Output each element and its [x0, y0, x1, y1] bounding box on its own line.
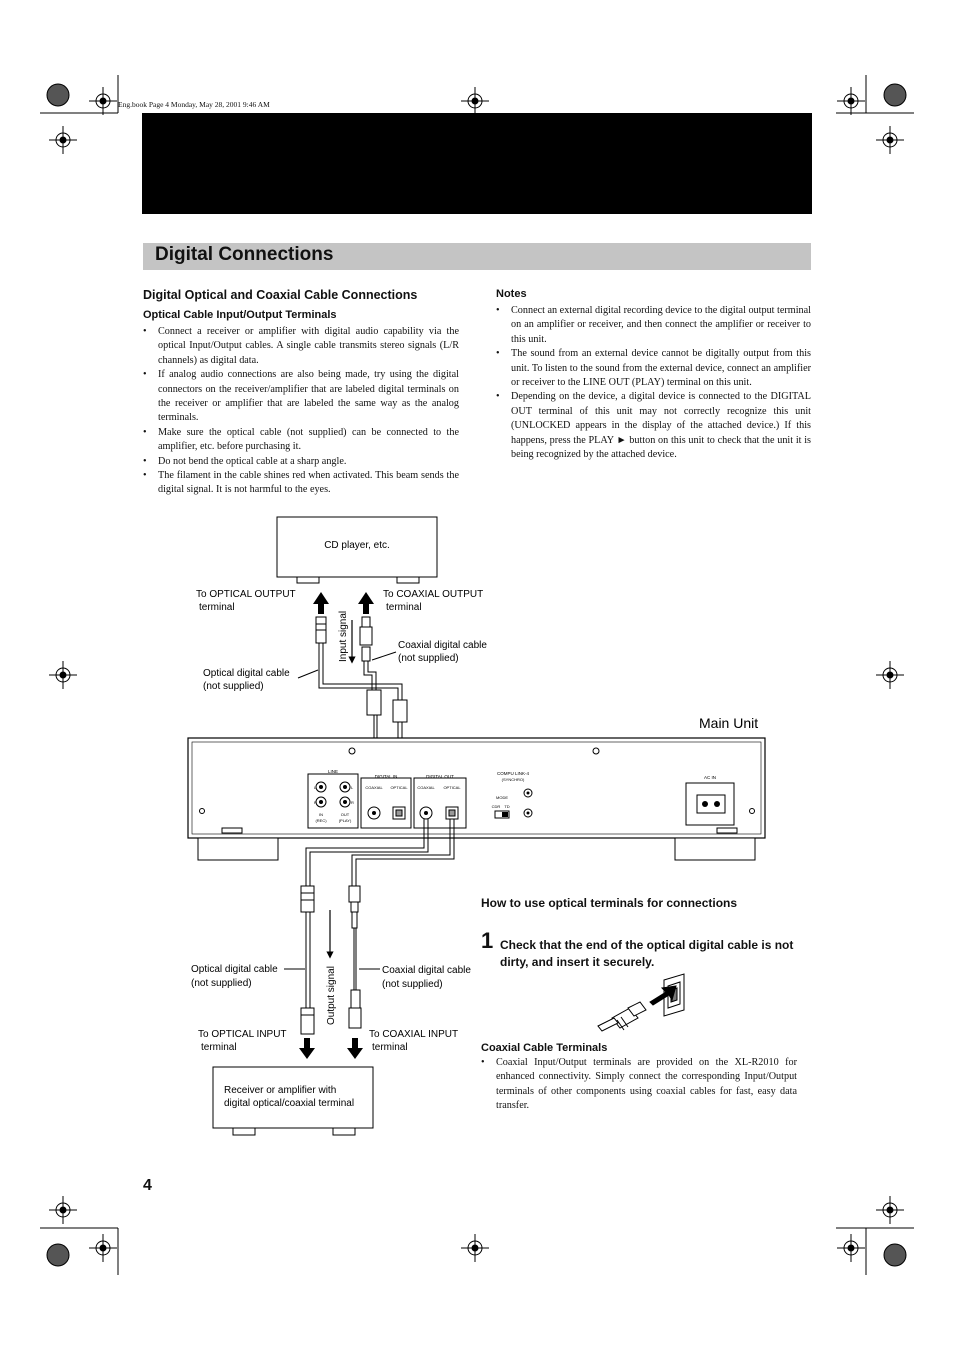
arrow-down-icon	[299, 1038, 315, 1059]
coaxial-plug-icon	[362, 617, 370, 627]
to-coaxial-input-label: To COAXIAL INPUT	[369, 1029, 459, 1040]
to-optical-input-label: To OPTICAL INPUT	[198, 1029, 287, 1040]
cd-player-label: CD player, etc.	[324, 540, 390, 551]
svg-text:MODE: MODE	[496, 795, 508, 800]
list-item: • Connect a receiver or amplifier with digital audio capability via the optical Input/Output cables. A single cable transmits stereo signals (L/R channels) as digital data.	[143, 325, 459, 368]
page-number: 4	[143, 1177, 152, 1194]
svg-text:(SYNCHRO): (SYNCHRO)	[501, 777, 525, 782]
list-item: • Do not bend the optical cable at a sharp angle.	[143, 455, 459, 469]
svg-text:(not supplied): (not supplied)	[398, 653, 459, 664]
coaxial-cable-label: Coaxial digital cable	[382, 965, 471, 976]
svg-text:(REC): (REC)	[315, 818, 327, 823]
svg-text:L: L	[314, 785, 317, 790]
cd-player-box	[277, 517, 437, 583]
svg-text:OPTICAL: OPTICAL	[390, 785, 408, 790]
notes-heading: Notes	[496, 288, 527, 300]
svg-text:(not supplied): (not supplied)	[203, 681, 264, 692]
svg-text:terminal: terminal	[372, 1042, 408, 1053]
svg-text:(PLAY): (PLAY)	[338, 818, 352, 823]
svg-text:terminal: terminal	[199, 602, 235, 613]
optical-plug-insertion-icon	[598, 974, 684, 1031]
coaxial-plug-icon	[367, 690, 381, 715]
left-heading: Digital Optical and Coaxial Cable Connections	[143, 288, 418, 302]
svg-text:R: R	[351, 800, 354, 805]
step-number: 1	[481, 928, 494, 953]
svg-text:terminal: terminal	[386, 602, 422, 613]
arrow-up-icon	[358, 592, 374, 614]
how-to-heading: How to use optical terminals for connections	[481, 896, 738, 910]
svg-text:Receiver or amplifier with: Receiver or amplifier with	[224, 1085, 337, 1096]
list-item: • The sound from an external device cannot be digitally output from this unit. To listen to the sound from the external device, connect an amplifier or receiver to the LINE OUT (PLAY) terminal on this unit.	[496, 347, 811, 390]
arrow-down-icon	[347, 1038, 363, 1059]
to-optical-output-label: To OPTICAL OUTPUT	[196, 589, 296, 600]
list-item: • Coaxial Input/Output terminals are provided on the XL-R2010 for enhanced connectivity. Simply connect the corresponding Input/Output terminals of other components using coaxial cables for fast, easy data transfer.	[481, 1056, 797, 1114]
coaxial-plug-icon	[349, 886, 360, 902]
svg-text:digital optical/coaxial termin: digital optical/coaxial terminal	[224, 1098, 355, 1109]
coaxial-heading: Coaxial Cable Terminals	[481, 1042, 608, 1054]
svg-text:R: R	[314, 800, 317, 805]
input-signal-label: Input signal	[338, 610, 349, 662]
svg-text:(not supplied): (not supplied)	[191, 978, 252, 989]
list-item: • Make sure the optical cable (not supplied) can be connected to the amplifier, etc. before purchasing it.	[143, 426, 459, 455]
svg-text:DIGITAL OUT: DIGITAL OUT	[426, 774, 454, 779]
svg-text:TD: TD	[504, 804, 510, 809]
optical-cable-label: Optical digital cable	[191, 964, 278, 975]
svg-text:CDR: CDR	[491, 804, 501, 809]
svg-text:DIGITAL IN: DIGITAL IN	[374, 774, 398, 779]
svg-text:terminal: terminal	[201, 1042, 237, 1053]
list-item: • If analog audio connections are also being made, try using the digital connectors on the receiver/amplifier that are labeled digital terminals on the receiver or amplifier that are labeled the same way as the analog terminals.	[143, 368, 459, 426]
step-text: Check that the end of the optical digital cable is not dirty, and insert it securely.	[500, 938, 794, 969]
svg-text:(not supplied): (not supplied)	[382, 979, 443, 990]
optical-cable-label: Optical digital cable	[203, 668, 290, 679]
svg-text:COMPU LINK-4: COMPU LINK-4	[496, 771, 530, 776]
svg-text:AC IN: AC IN	[703, 775, 717, 780]
main-unit-rear-panel	[188, 738, 765, 860]
list-item: • Connect an external digital recording device to the digital output terminal on an amplifier or receiver, and then connect the amplifier or receiver to this unit.	[496, 304, 811, 347]
section-title: Digital Connections	[155, 244, 334, 265]
svg-text:L: L	[351, 785, 354, 790]
coaxial-cable-label: Coaxial digital cable	[398, 640, 487, 651]
svg-text:COAXIAL: COAXIAL	[417, 785, 435, 790]
optical-plug-icon	[301, 1008, 314, 1034]
list-item: • Depending on the device, a digital device is connected to the DIGITAL OUT terminal of this unit may not correctly recognize this unit (UNLOCKED appears in the display of the attached device.) If this happens, press the PLAY ► button on this unit to check that the unit it is being recognized by the attached device.	[496, 390, 811, 462]
svg-text:COAXIAL: COAXIAL	[365, 785, 383, 790]
arrow-up-icon	[313, 592, 329, 614]
list-item: • The filament in the cable shines red when activated. This beam sends the digital signal. It is not harmful to the eyes.	[143, 469, 459, 498]
optical-plug-icon	[301, 886, 314, 912]
coaxial-plug-icon	[351, 990, 360, 1008]
printer-slug: Eng.book Page 4 Monday, May 28, 2001 9:46 AM	[118, 100, 270, 109]
optical-plug-icon	[393, 700, 407, 722]
output-signal-label: Output signal	[326, 966, 337, 1025]
svg-text:OPTICAL: OPTICAL	[443, 785, 461, 790]
to-coaxial-output-label: To COAXIAL OUTPUT	[383, 589, 484, 600]
coaxial-bullet-list	[481, 1056, 797, 1114]
svg-text:OUT: OUT	[340, 812, 350, 817]
main-unit-label: Main Unit	[699, 715, 759, 731]
receiver-box	[213, 1067, 373, 1135]
left-subheading: Optical Cable Input/Output Terminals	[143, 309, 337, 321]
svg-text:LINE: LINE	[327, 769, 339, 774]
svg-text:IN: IN	[319, 812, 323, 817]
